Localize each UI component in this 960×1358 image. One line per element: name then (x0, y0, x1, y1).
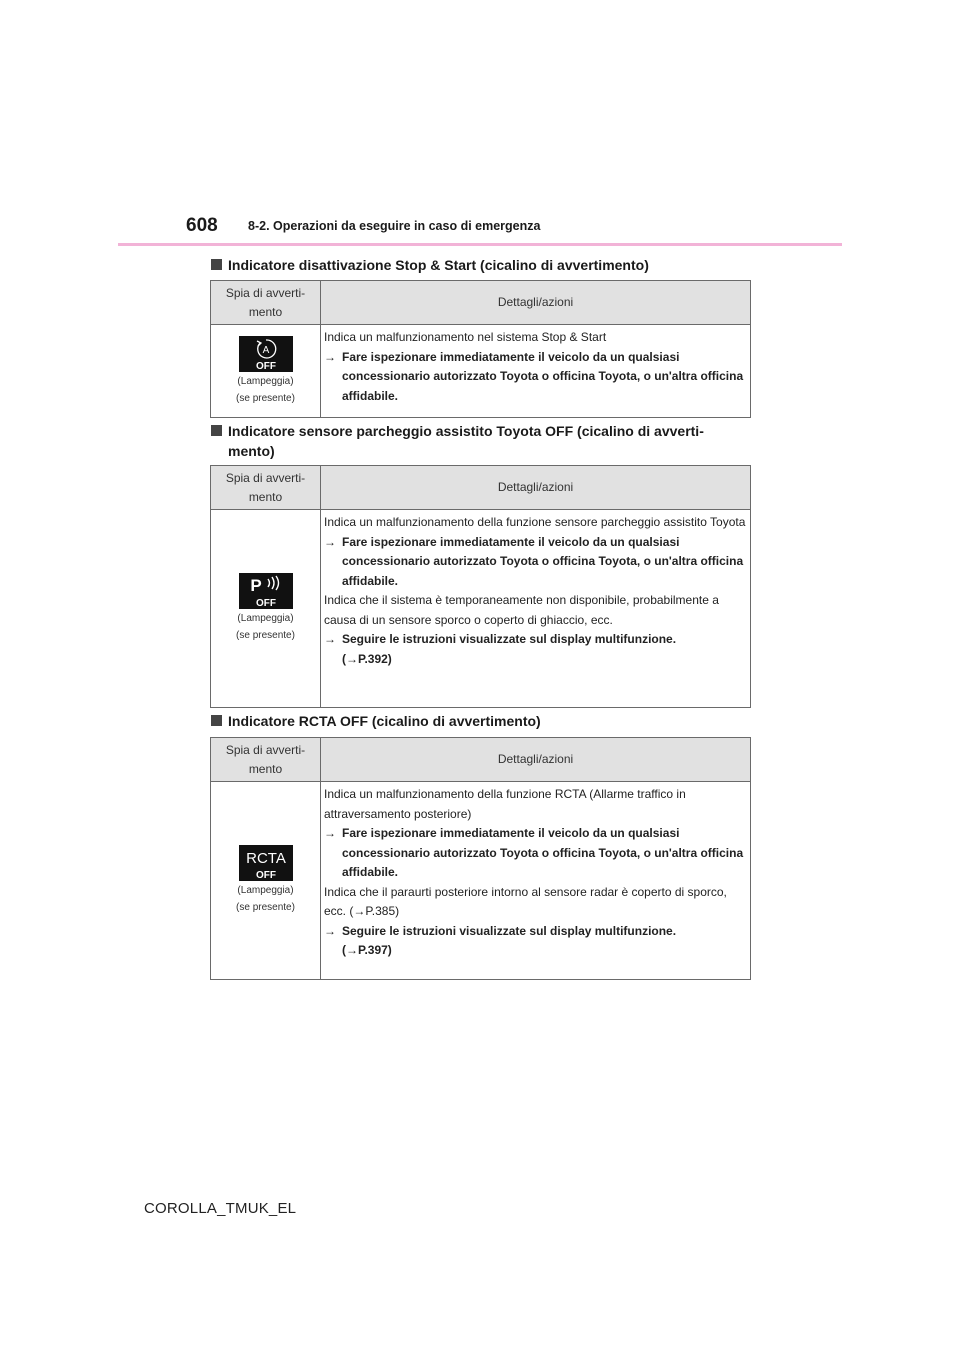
header-divider (118, 243, 842, 246)
header-spia-label: mento (248, 489, 283, 504)
action-item (324, 348, 746, 407)
detail-cell (321, 510, 751, 708)
parking-assist-off-icon (239, 573, 293, 609)
svg-text:OFF: OFF (255, 360, 276, 372)
se-presente-label: (se presente) (236, 392, 295, 404)
action-item (324, 824, 746, 883)
warning-table-stop-start (210, 280, 751, 418)
description: Indica un malfunzionamento della funzione RCTA (Allarme traffico in attraversamento posteriore) (324, 787, 686, 821)
model-code: COROLLA_TMUK_EL (144, 1200, 297, 1217)
header-dettagli: Dettagli/azioni (321, 281, 751, 325)
icon-cell (211, 325, 321, 418)
header-spia-label: Spia di avverti- (225, 285, 306, 300)
svg-text:OFF: OFF (255, 870, 276, 881)
page-number: 608 (186, 215, 218, 236)
table-header-row (211, 738, 751, 782)
header-dettagli: Dettagli/azioni (321, 466, 751, 510)
description: Indica un malfunzionamento della funzione sensore parcheggio assistito Toyota (324, 515, 746, 529)
se-presente-label: (se presente) (236, 630, 295, 641)
description: Indica che il paraurti posteriore intorno al sensore radar è coperto di sporco, ecc. (→P.385) (324, 884, 727, 918)
arrow-icon: → (324, 349, 336, 364)
action-item (324, 533, 746, 592)
svg-text:P: P (249, 576, 262, 595)
page-reference: (→P.397) (342, 943, 392, 957)
description: Indica che il sistema è temporaneamente non disponibile, probabilmente a causa di un sensore sporco o coperto di ghiaccio, ecc. (324, 593, 719, 627)
action-text: Fare ispezionare immediatamente il veicolo da un qualsiasi concessionario autorizzato Toyota o officina Toyota, o un'altra officina affidabile. (342, 534, 744, 588)
se-presente-label: (se presente) (236, 902, 295, 913)
chapter-title: 8-2. Operazioni da eseguire in caso di emergenza (248, 219, 541, 233)
warning-table-rcta (210, 737, 751, 980)
arrow-icon: → (324, 534, 336, 549)
action-text: Fare ispezionare immediatamente il veicolo da un qualsiasi concessionario autorizzato Toyota o officina Toyota, o un'altra officina affidabile. (342, 349, 744, 403)
svg-text:OFF: OFF (255, 598, 276, 609)
table-row (211, 325, 751, 418)
action-text: Seguire le istruzioni visualizzate sul display multifunzione. (342, 632, 677, 646)
svg-text:RCTA: RCTA (245, 850, 286, 867)
header-spia-label: Spia di avverti- (225, 470, 306, 485)
detail-cell (321, 782, 751, 980)
bullet-square-icon (211, 259, 222, 270)
lampeggia-label: (Lampeggia) (237, 613, 294, 624)
action-text: Fare ispezionare immediatamente il veicolo da un qualsiasi concessionario autorizzato Toyota o officina Toyota, o un'altra officina affidabile. (342, 826, 744, 879)
action-item (324, 630, 746, 669)
header-spia (211, 281, 321, 325)
table-header-row (211, 466, 751, 510)
icon-cell (211, 782, 321, 980)
header-spia-label: Spia di avverti- (225, 742, 306, 757)
section-heading-rcta: Indicatore RCTA OFF (cicalino di avvertimento) (211, 711, 771, 731)
header-spia-label: mento (248, 761, 283, 776)
bullet-square-icon (211, 425, 222, 436)
lampeggia-label: (Lampeggia) (237, 885, 294, 896)
header-dettagli: Dettagli/azioni (321, 738, 751, 782)
action-text: Seguire le istruzioni visualizzate sul display multifunzione. (342, 923, 677, 938)
warning-table-parking-sensor (210, 465, 751, 708)
header-spia (211, 466, 321, 510)
description: Indica un malfunzionamento nel sistema Stop & Start (324, 330, 607, 344)
section-heading-stop-start: Indicatore disattivazione Stop & Start (cicalino di avvertimento) (211, 255, 771, 275)
header-spia-label: mento (248, 304, 283, 319)
lampeggia-label: (Lampeggia) (237, 375, 294, 387)
table-row (211, 510, 751, 708)
rcta-off-icon (239, 845, 293, 881)
detail-cell (321, 325, 751, 418)
action-item (324, 922, 746, 961)
stop-start-off-icon (239, 336, 293, 372)
icon-cell (211, 510, 321, 708)
header-spia (211, 738, 321, 782)
arrow-icon: → (324, 826, 336, 840)
table-header-row (211, 281, 751, 325)
svg-text:A: A (262, 344, 269, 356)
section-heading-parking-sensor: Indicatore sensore parcheggio assistito Toyota OFF (cicalino di avverti- mento) (211, 421, 771, 461)
bullet-square-icon (211, 715, 222, 726)
arrow-icon: → (324, 632, 336, 646)
arrow-icon: → (324, 923, 336, 938)
page-reference: (→P.392) (342, 651, 392, 666)
table-row (211, 782, 751, 980)
